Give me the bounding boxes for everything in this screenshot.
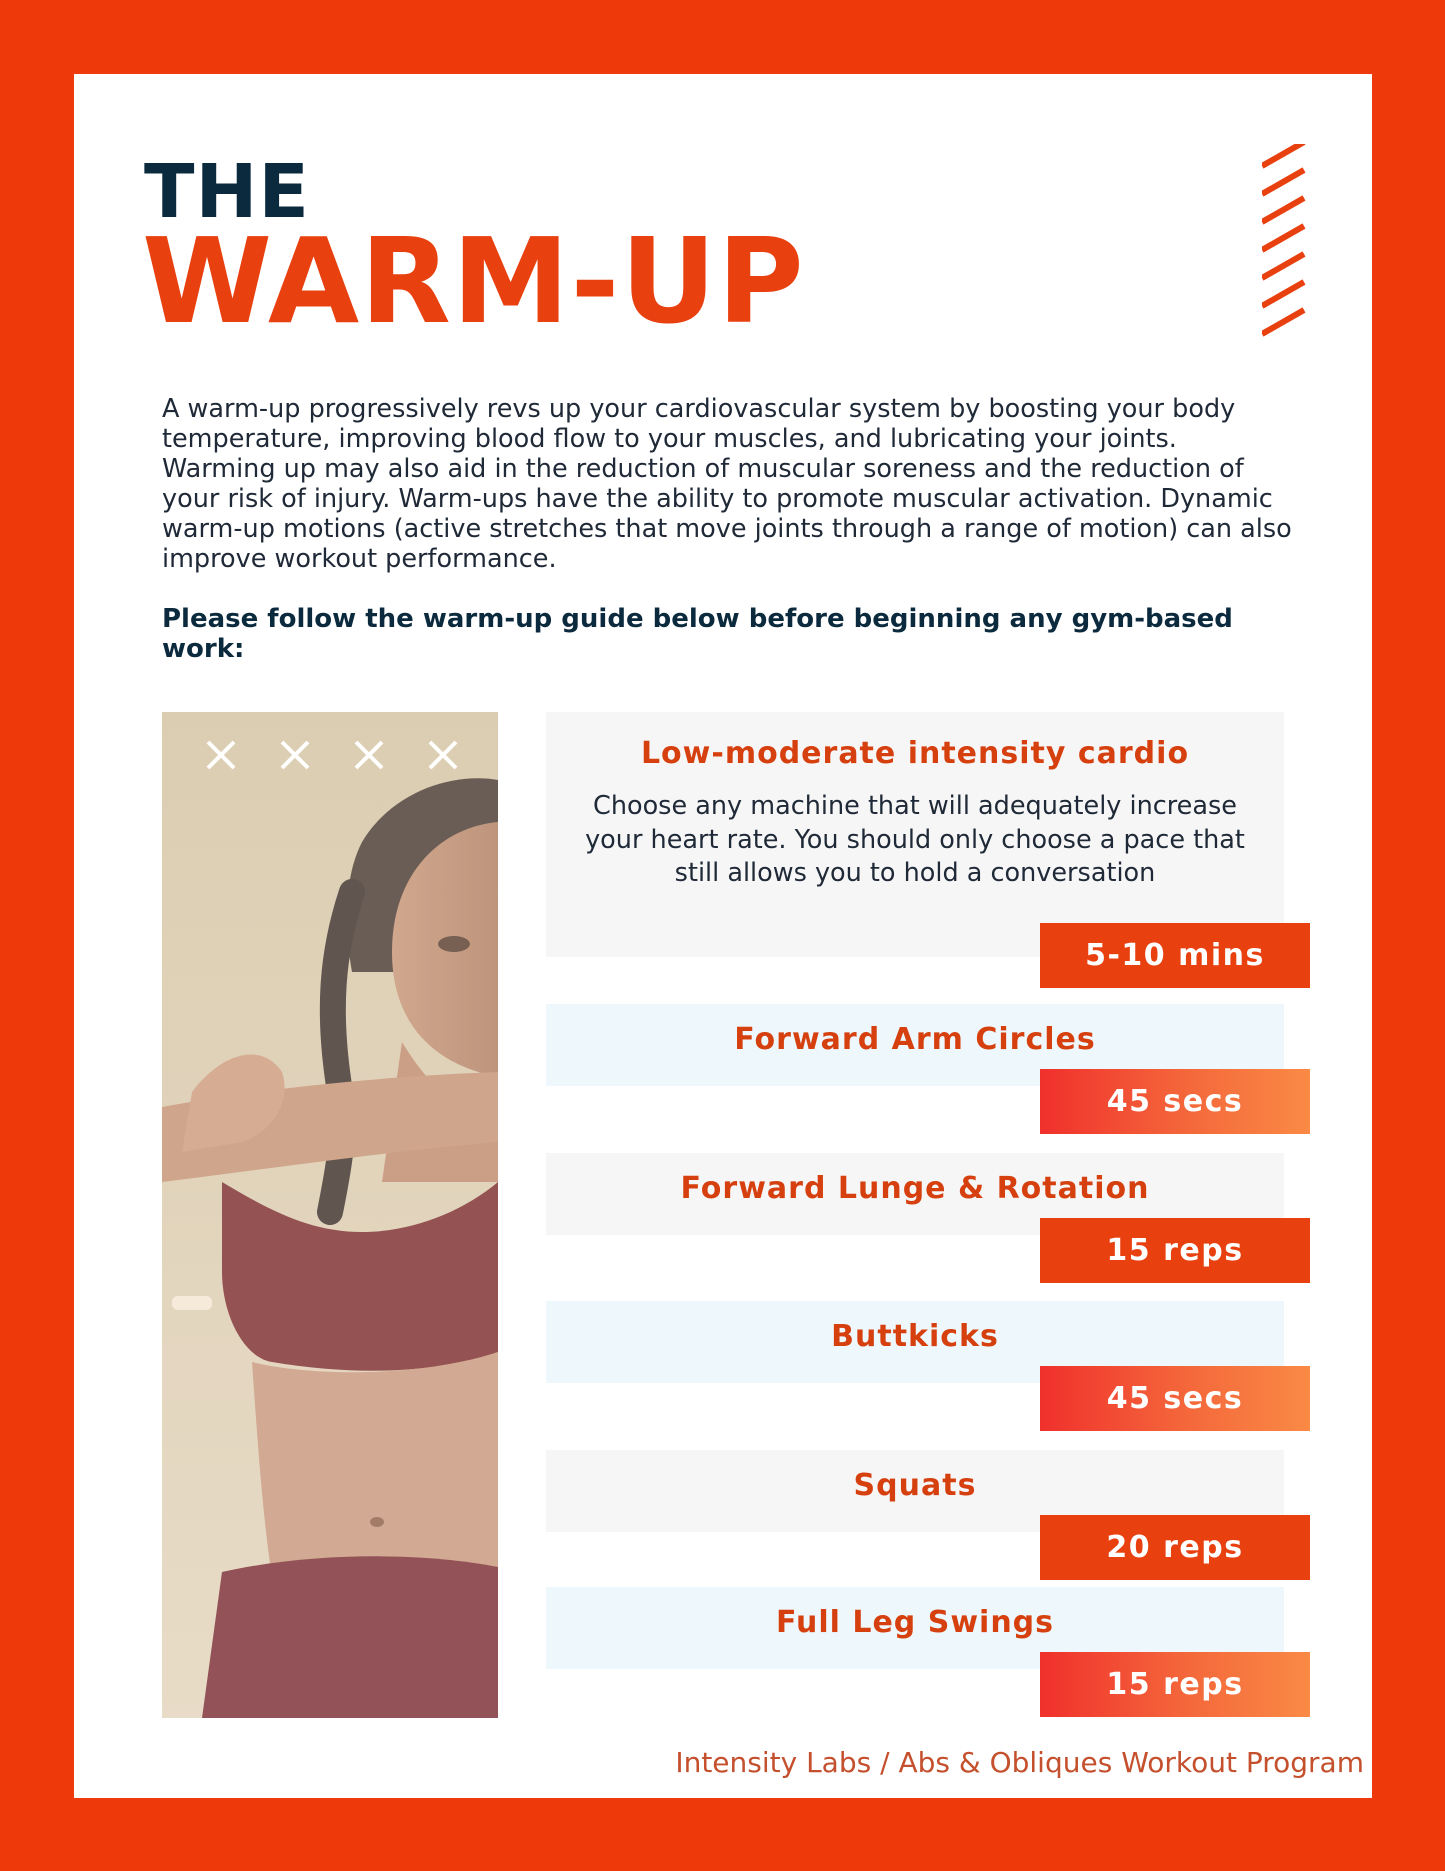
duration-badge: 45 secs xyxy=(1040,1069,1310,1134)
duration-badge: 5-10 mins xyxy=(1040,923,1310,988)
page-title: WARM-UP xyxy=(142,212,805,350)
exercise-title: Squats xyxy=(853,1468,977,1503)
duration-badge: 15 reps xyxy=(1040,1218,1310,1283)
x-icon xyxy=(346,732,392,778)
duration-badge: 20 reps xyxy=(1040,1515,1310,1580)
exercise-title: Forward Lunge & Rotation xyxy=(680,1171,1150,1206)
exercise-title: Low-moderate intensity cardio xyxy=(640,736,1190,771)
duration-badge: 15 reps xyxy=(1040,1652,1310,1717)
instruction-text: Please follow the warm-up guide below before beginning any gym-based work: xyxy=(162,604,1233,664)
footer-credit: Intensity Labs / Abs & Obliques Workout Program xyxy=(675,1746,1364,1779)
athlete-photo xyxy=(162,712,498,1718)
exercise-description: Choose any machine that will adequately increase your heart rate. You should only choose a pace that still allows you to hold a conversation xyxy=(585,791,1245,888)
exercise-title: Forward Arm Circles xyxy=(734,1022,1096,1057)
intro-paragraph: A warm-up progressively revs up your cardiovascular system by boosting your body temperature, improving blood flow to your muscles, and lubricating your joints. Warming up may also aid in the reduction of muscular soreness and the reduction of your risk of injury. Warm-ups have the ability to promote muscular activation. Dynamic warm-up motions (active stretches that move joints through a range of motion) can also improve workout performance. xyxy=(162,394,1292,574)
athlete-illustration xyxy=(162,712,498,1718)
page xyxy=(74,74,1372,1798)
title-prefix: THE xyxy=(144,149,310,235)
x-icon xyxy=(198,732,244,778)
x-icon xyxy=(272,732,318,778)
exercise-title: Buttkicks xyxy=(831,1319,999,1354)
x-icon xyxy=(420,732,466,778)
exercise-title: Full Leg Swings xyxy=(775,1605,1055,1640)
x-marks-decoration xyxy=(198,732,466,778)
diagonal-stripes-decoration xyxy=(1262,144,1308,344)
duration-badge: 45 secs xyxy=(1040,1366,1310,1431)
